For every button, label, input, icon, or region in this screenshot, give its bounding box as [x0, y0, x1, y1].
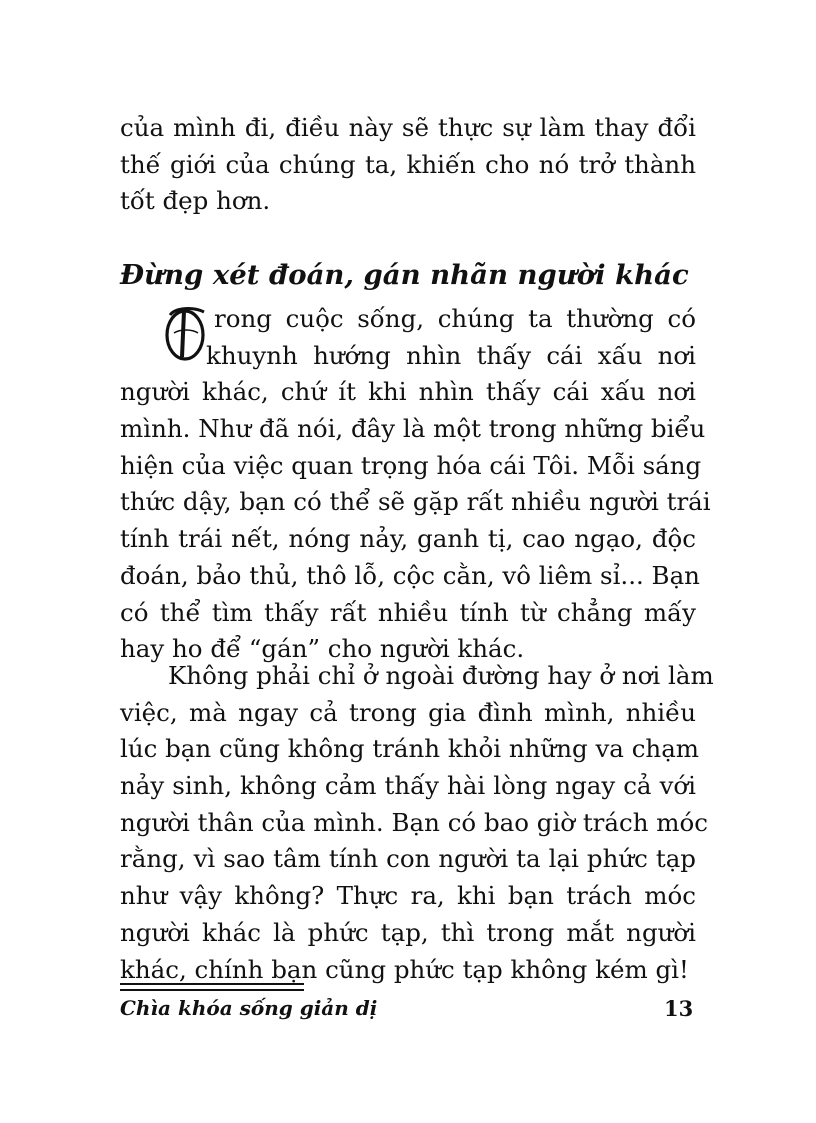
- footer-rule-bottom: [120, 989, 304, 991]
- text-line: của mình đi, điều này sẽ thực sự làm thay đổi: [120, 113, 696, 142]
- drop-cap-letter: [164, 303, 206, 363]
- text-line: lúc bạn cũng không tránh khỏi những va chạm: [120, 734, 700, 764]
- text-line: khác, chính bạn cũng phức tạp không kém gì!: [120, 954, 689, 984]
- paragraph-1: [120, 301, 711, 668]
- text-line: người thân của mình. Bạn có bao giờ trách móc: [120, 807, 708, 837]
- text-line: có thể tìm thấy rất nhiều tính từ chẳng mấy: [120, 597, 696, 627]
- page-number: 13: [664, 996, 694, 1021]
- paragraph-2: [120, 658, 714, 988]
- text-line: tốt đẹp hơn.: [120, 186, 271, 216]
- text-line: thức dậy, bạn có thể sẽ gặp rất nhiều người trái: [120, 487, 711, 517]
- svg-text:T: T: [185, 355, 186, 356]
- text-line: rằng, vì sao tâm tính con người ta lại phức tạp: [120, 844, 696, 874]
- text-line: Không phải chỉ ở ngoài đường hay ở nơi làm: [168, 661, 714, 690]
- text-line: nảy sinh, không cảm thấy hài lòng ngay cả với: [120, 771, 696, 801]
- text-line: người khác là phức tạp, thì trong mắt người: [120, 917, 696, 947]
- text-line: hay ho để “gán” cho người khác.: [120, 634, 525, 664]
- text-line: khuynh hướng nhìn thấy cái xấu nơi: [206, 340, 696, 370]
- section-heading: Đừng xét đoán, gán nhãn người khác: [120, 259, 689, 291]
- continued-paragraph: [120, 110, 696, 220]
- text-line: mình. Như đã nói, đây là một trong những biểu: [120, 414, 706, 444]
- text-line: rong cuộc sống, chúng ta thường có: [214, 304, 696, 333]
- text-line: việc, mà ngay cả trong gia đình mình, nhiều: [120, 697, 696, 727]
- page-body: [120, 110, 714, 984]
- text-line: như vậy không? Thực ra, khi bạn trách móc: [120, 881, 696, 911]
- drop-cap-block: [120, 301, 696, 374]
- text-line: đoán, bảo thủ, thô lỗ, cộc cằn, vô liêm sỉ... Bạn: [120, 560, 700, 590]
- text-line: hiện của việc quan trọng hóa cái Tôi. Mỗi sáng: [120, 450, 702, 480]
- footer-rule-top: [120, 983, 304, 985]
- text-line: thế giới của chúng ta, khiến cho nó trở thành: [120, 149, 696, 179]
- text-line: tính trái nết, nóng nảy, ganh tị, cao ngạo, độc: [120, 524, 696, 554]
- text-line: người khác, chứ ít khi nhìn thấy cái xấu nơi: [120, 377, 696, 407]
- footer-book-title: Chìa khóa sống giản dị: [120, 996, 378, 1020]
